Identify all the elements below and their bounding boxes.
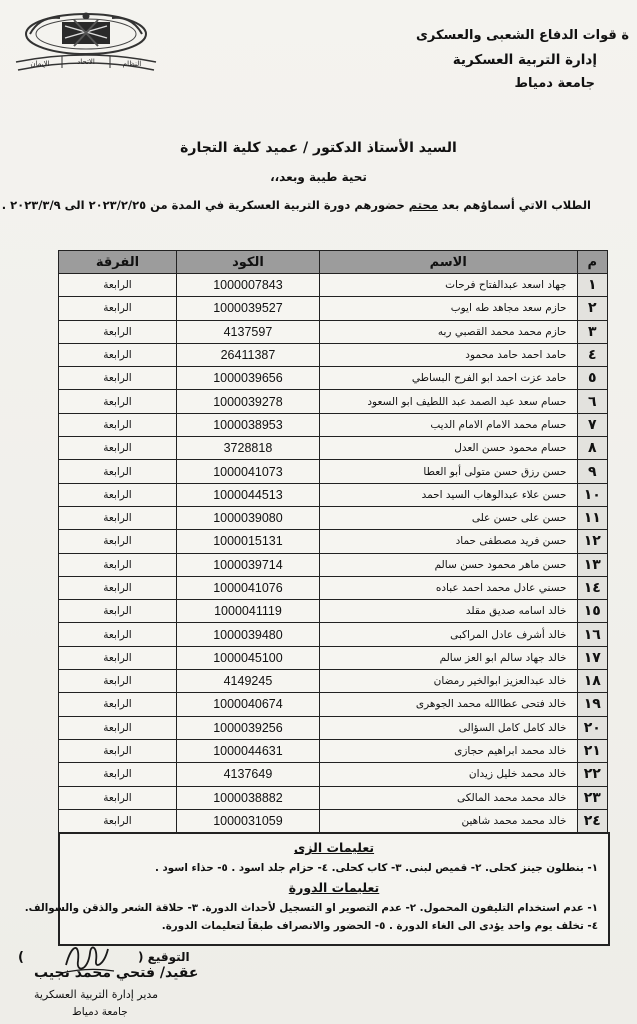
student-grade: الرابعة	[59, 670, 177, 693]
table-row	[59, 576, 608, 599]
table-row	[59, 367, 608, 390]
student-grade: الرابعة	[59, 600, 177, 623]
student-name: حسام محمد الامام الامام الديب	[319, 413, 577, 436]
student-name: خالد محمد محمد المالكى	[319, 786, 577, 809]
row-index: ١١	[577, 506, 607, 529]
signatory-university: جامعة دمياط	[72, 1006, 128, 1018]
student-code: 1000039278	[176, 390, 319, 413]
table-row	[59, 413, 608, 436]
row-index: ٦	[577, 390, 607, 413]
student-grade: الرابعة	[59, 274, 177, 297]
table-row	[59, 343, 608, 366]
student-grade: الرابعة	[59, 530, 177, 553]
row-index: ١٦	[577, 623, 607, 646]
student-name: خالد أشرف عادل المراكبى	[319, 623, 577, 646]
uniform-instructions-line: ١- بنطلون جينز كحلى. ٢- قميص لبنى. ٣- كاب كحلى. ٤- حزام جلد اسود . ٥- حذاء اسود .	[154, 862, 598, 874]
student-name: حسن رزق حسن متولى أبو العطا	[319, 460, 577, 483]
table-row	[59, 437, 608, 460]
header-line-1: ة قوات الدفاع الشعبى والعسكرى	[416, 28, 629, 43]
row-index: ١٢	[577, 530, 607, 553]
student-code: 1000039714	[176, 553, 319, 576]
student-code: 1000038882	[176, 786, 319, 809]
student-grade: الرابعة	[59, 367, 177, 390]
student-code: 1000007843	[176, 274, 319, 297]
row-index: ١٤	[577, 576, 607, 599]
addressee: السيد الأستاذ الدكتور / عميد كلية التجارة	[180, 140, 457, 156]
row-index: ١٣	[577, 553, 607, 576]
student-grade: الرابعة	[59, 763, 177, 786]
row-index: ٢٠	[577, 716, 607, 739]
student-code: 1000044513	[176, 483, 319, 506]
row-index: ٧	[577, 413, 607, 436]
col-index-header: م	[577, 251, 607, 274]
student-grade: الرابعة	[59, 693, 177, 716]
student-code: 4149245	[176, 670, 319, 693]
course-instructions-line-1: ١- عدم استخدام التليفون المحمول. ٢- عدم التصوير او التسجيل لأحداث الدورة. ٣- حلاقة الشعر والذقن والسوالف.	[24, 902, 598, 914]
intro-underlined: محتم	[408, 198, 438, 212]
student-code: 1000031059	[176, 809, 319, 832]
student-code: 1000039256	[176, 716, 319, 739]
student-grade: الرابعة	[59, 460, 177, 483]
table-row	[59, 739, 608, 762]
intro-paragraph: الطلاب الاتي أسماؤهم بعد محتم حضورهم دورة التربية العسكرية في المدة من ٢٠٢٣/٢/٢٥ الى ٢٠٢٣/٣/٩ .	[1, 198, 591, 212]
course-instructions-title: تعليمات الدورة	[288, 880, 380, 895]
row-index: ٢٤	[577, 809, 607, 832]
col-name-header: الاسم	[319, 251, 577, 274]
student-grade: الرابعة	[59, 576, 177, 599]
student-grade: الرابعة	[59, 483, 177, 506]
signature-paren-close: )	[18, 950, 24, 965]
row-index: ١٧	[577, 646, 607, 669]
table-row	[59, 600, 608, 623]
student-name: حسن على حسن على	[319, 506, 577, 529]
student-name: خالد اسامه صديق مقلد	[319, 600, 577, 623]
student-code: 1000038953	[176, 413, 319, 436]
table-row	[59, 460, 608, 483]
student-grade: الرابعة	[59, 739, 177, 762]
course-instructions-line-2: ٤- تخلف يوم واحد يؤدى الى الغاء الدورة . ٥- الحضور والانصراف طبقاً لتعليمات الدورة.	[161, 920, 598, 932]
student-name: حسن علاء عبدالوهاب السيد احمد	[319, 483, 577, 506]
instructions-box	[24, 832, 610, 946]
student-grade: الرابعة	[59, 809, 177, 832]
student-code: 1000039480	[176, 623, 319, 646]
student-grade: الرابعة	[59, 390, 177, 413]
table-row	[59, 693, 608, 716]
table-header-row	[59, 251, 608, 274]
students-table	[58, 250, 608, 856]
row-index: ٢١	[577, 739, 607, 762]
row-index: ١٩	[577, 693, 607, 716]
student-grade: الرابعة	[59, 297, 177, 320]
student-code: 1000041076	[176, 576, 319, 599]
student-code: 1000045100	[176, 646, 319, 669]
table-row	[59, 274, 608, 297]
student-name: خالد كامل كامل السؤالى	[319, 716, 577, 739]
military-education-emblem	[10, 8, 162, 74]
student-grade: الرابعة	[59, 623, 177, 646]
student-grade: الرابعة	[59, 343, 177, 366]
student-code: 1000041073	[176, 460, 319, 483]
student-name: حسني عادل محمد احمد عباده	[319, 576, 577, 599]
table-row	[59, 390, 608, 413]
table-row	[59, 646, 608, 669]
greeting: تحية طيبة وبعد،،	[270, 170, 367, 184]
student-grade: الرابعة	[59, 506, 177, 529]
student-name: حازم محمد محمد القصبي ربه	[319, 320, 577, 343]
row-index: ٢٣	[577, 786, 607, 809]
student-name: حسن ماهر محمود حسن سالم	[319, 553, 577, 576]
student-code: 4137649	[176, 763, 319, 786]
student-code: 1000039656	[176, 367, 319, 390]
signature-label: التوقيع (	[138, 950, 190, 964]
student-grade: الرابعة	[59, 437, 177, 460]
header-line-2: إدارة التربية العسكرية	[452, 52, 597, 68]
row-index: ١٠	[577, 483, 607, 506]
student-code: 1000039527	[176, 297, 319, 320]
student-name: خالد عبدالعزيز ابوالخير رمضان	[319, 670, 577, 693]
table-row	[59, 553, 608, 576]
emblem-text-left: الإيمان	[30, 60, 50, 68]
row-index: ٢٢	[577, 763, 607, 786]
table-row	[59, 763, 608, 786]
student-code: 1000040674	[176, 693, 319, 716]
student-name: خالد محمد خليل زيدان	[319, 763, 577, 786]
col-code-header: الكود	[176, 251, 319, 274]
row-index: ١٥	[577, 600, 607, 623]
table-row	[59, 786, 608, 809]
table-row	[59, 320, 608, 343]
student-grade: الرابعة	[59, 413, 177, 436]
table-row	[59, 716, 608, 739]
signatory-title: مدير إدارة التربية العسكرية	[34, 988, 159, 1001]
student-code: 1000044631	[176, 739, 319, 762]
emblem-text-mid: الاتحاد	[77, 58, 95, 66]
table-row	[59, 506, 608, 529]
col-grade-header: الفرقة	[59, 251, 177, 274]
row-index: ٢	[577, 297, 607, 320]
table-row	[59, 623, 608, 646]
student-grade: الرابعة	[59, 716, 177, 739]
student-code: 1000015131	[176, 530, 319, 553]
student-code: 3728818	[176, 437, 319, 460]
student-name: خالد محمد محمد شاهين	[319, 809, 577, 832]
student-grade: الرابعة	[59, 553, 177, 576]
header-line-3: جامعة دمياط	[514, 76, 595, 91]
row-index: ٣	[577, 320, 607, 343]
table-row	[59, 483, 608, 506]
student-name: جهاد اسعد عبدالفتاح فرحات	[319, 274, 577, 297]
signatory-name: عقيد/ فتحي محمد نجيب	[34, 965, 199, 981]
row-index: ٩	[577, 460, 607, 483]
student-name: حسام سعد عبد الصمد عبد اللطيف ابو السعود	[319, 390, 577, 413]
student-grade: الرابعة	[59, 320, 177, 343]
row-index: ٥	[577, 367, 607, 390]
student-code: 26411387	[176, 343, 319, 366]
student-grade: الرابعة	[59, 786, 177, 809]
table-row	[59, 297, 608, 320]
table-row	[59, 670, 608, 693]
student-grade: الرابعة	[59, 646, 177, 669]
student-name: حامد عزت احمد ابو الفرح البساطي	[319, 367, 577, 390]
student-name: حسن فريد مصطفى حماد	[319, 530, 577, 553]
student-code: 1000041119	[176, 600, 319, 623]
student-code: 4137597	[176, 320, 319, 343]
student-name: حازم سعد مجاهد طه ايوب	[319, 297, 577, 320]
student-name: حامد احمد حامد محمود	[319, 343, 577, 366]
row-index: ١	[577, 274, 607, 297]
row-index: ١٨	[577, 670, 607, 693]
student-name: خالد جهاد سالم ابو العز سالم	[319, 646, 577, 669]
student-name: حسام محمود حسن العدل	[319, 437, 577, 460]
table-row	[59, 809, 608, 832]
student-code: 1000039080	[176, 506, 319, 529]
student-name: خالد محمد ابراهيم حجازى	[319, 739, 577, 762]
uniform-instructions-title: تعليمات الزى	[293, 840, 375, 855]
emblem-text-right: النظام	[122, 60, 142, 68]
student-name: خالد فتحى عطاالله محمد الجوهرى	[319, 693, 577, 716]
row-index: ٤	[577, 343, 607, 366]
row-index: ٨	[577, 437, 607, 460]
table-row	[59, 530, 608, 553]
